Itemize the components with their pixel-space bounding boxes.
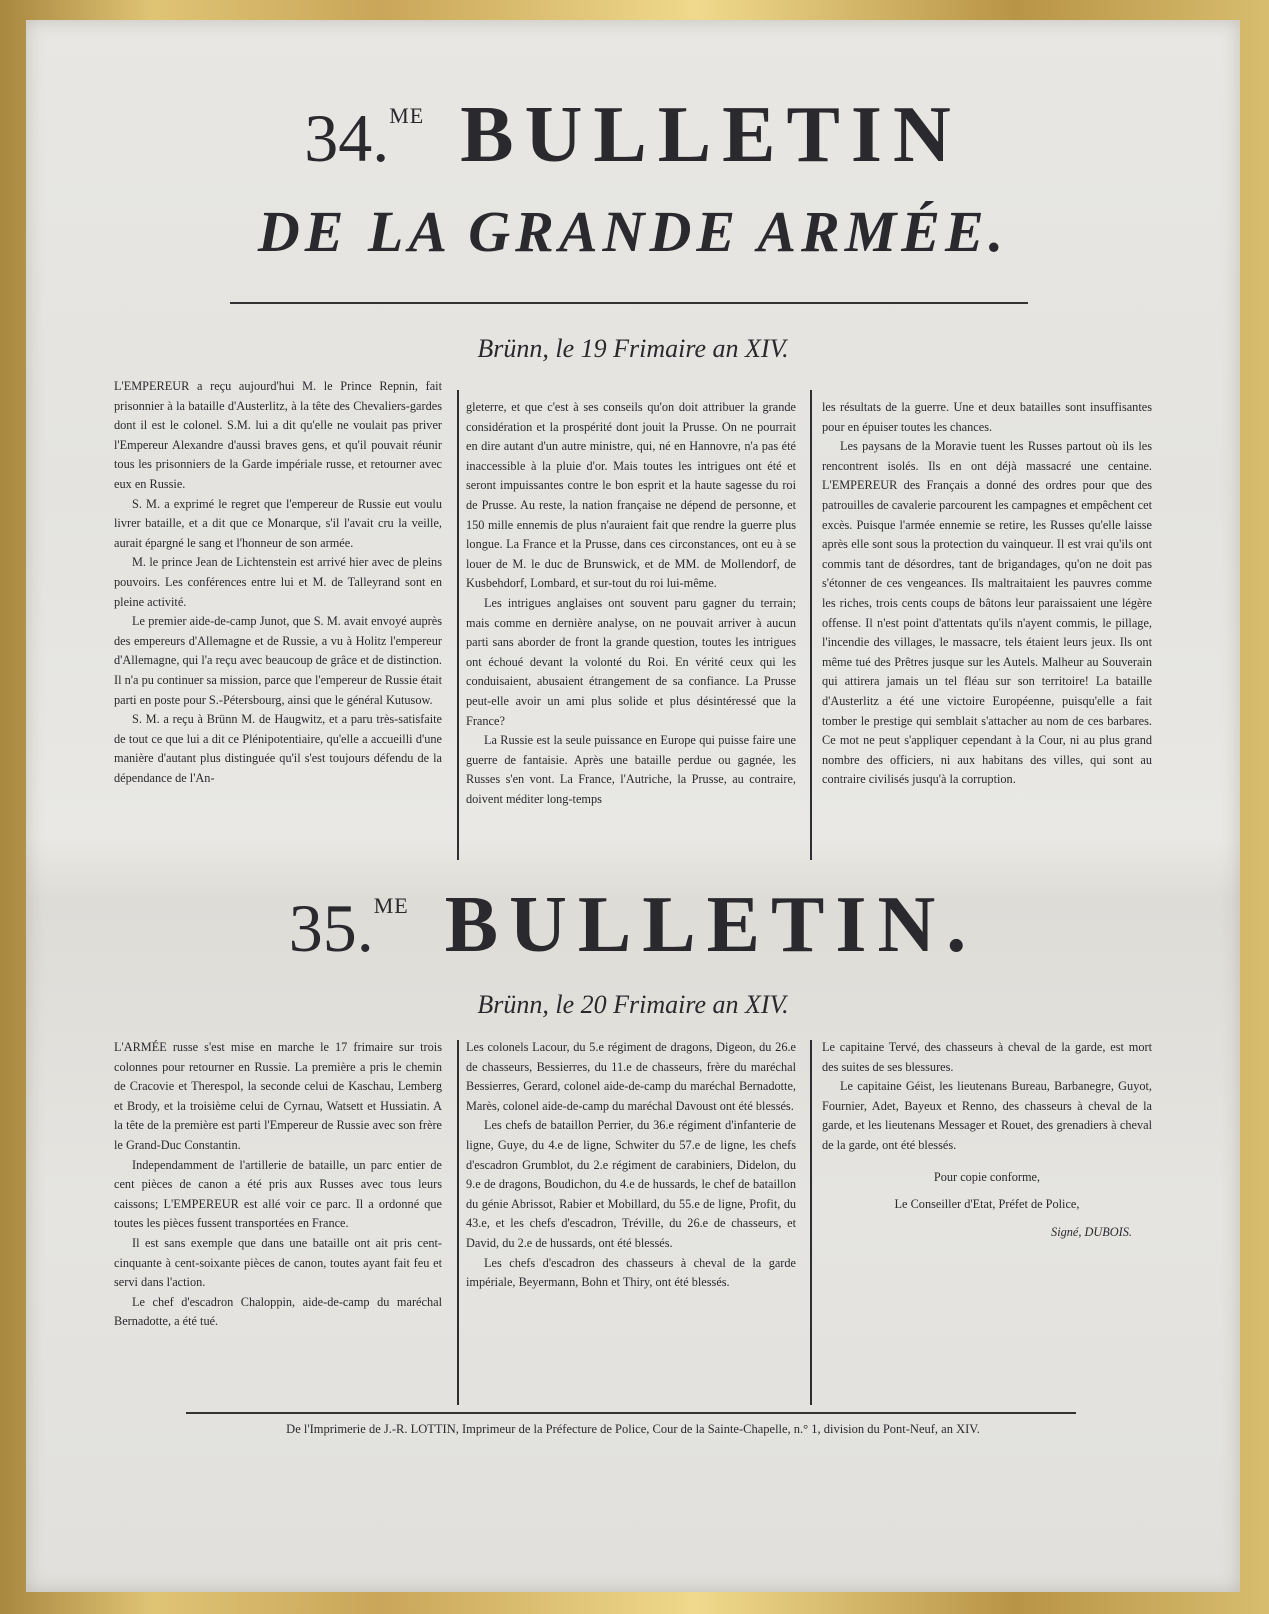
paragraph: Les paysans de la Moravie tuent les Russes partout où ils les rencontrent isolés. Ils en ont déjà massacré une centaine. L'EMPEREUR des Français a donné des ordres pour que des patrouilles de cavalerie parcourent les campagnes et empêchent cet excès. Puisque l'armée ennemie se retire, les Russes qu'elle laisse après elle sont sous la protection du vainqueur. Il est vrai qu'ils ont commis tant de désordres, tant de brigandages, qu'on ne doit pas s'étonner de ces vengeances. Ils maltraitaient les pauvres comme les riches, trois cents coups de bâtons leur paraissaient une légère offense. Il n'est point d'attentats qu'ils n'ayent commis, le pillage, l'incendie des villages, le massacre, tels étaient leurs jeux. Ils ont même tué des Prêtres jusque sur les Autels. Malheur au Souverain qui attirera jamais un tel fléau sur son territoire! La bataille d'Austerlitz a été une victoire Européenne, puisqu'elle a fait tomber le prestige qui semblait s'attacher au nom de ces barbares. Ce mot ne peut s'appliquer cependant à la Cour, ni au plus grand nombre des officiers, ni aux habitans des villes, qui sont au contraire civilisés jusqu'à la corruption. bbox=[822, 439, 1152, 787]
bulletin-35-dateline: Brünn, le 20 Frimaire an XIV. bbox=[477, 990, 789, 1019]
bulletin-34-dateline: Brünn, le 19 Frimaire an XIV. bbox=[477, 334, 789, 363]
bulletin-34-word: BULLETIN bbox=[460, 91, 962, 179]
column-divider bbox=[457, 390, 459, 860]
bulletin-35-column-3 bbox=[822, 1038, 1152, 1338]
paragraph: Les chefs d'escadron des chasseurs à cheval de la garde impériale, Beyermann, Bohn et Thiry, ont été blessés. bbox=[466, 1255, 796, 1290]
paragraph: S. M. a reçu à Brünn M. de Haugwitz, et a paru très-satisfaite de tout ce que lui a dit ce Plénipotentiaire, qu'elle a accueilli d'une manière d'autant plus distinguée qu'il s'est toujours défendu de la dépendance de l'An- bbox=[114, 712, 442, 785]
paragraph: L'ARMÉE russe s'est mise en marche le 17 frimaire sur trois colonnes pour retourner en Russie. La première a pris le chemin de Cracovie et Therespol, la seconde celui de Kaschau, Lemberg et Brody, et la troisième celui de Cyrnau, Watsett et Hussiatin. A la tête de la première est parti l'Empereur de Russie avec son frère le Grand-Duc Constantin. bbox=[114, 1040, 442, 1152]
paragraph: Independamment de l'artillerie de bataille, un parc entier de cent pièces de canon a été pris aux Russes avec tous leurs caissons; L'EMPEREUR est allé voir ce parc. Il a ordonné que toutes les pièces fussent transportées en France. bbox=[114, 1157, 442, 1231]
column-divider bbox=[810, 1040, 812, 1405]
paragraph: Le capitaine Géist, les lieutenans Bureau, Barbanegre, Guyot, Fournier, Adet, Bayeux et Renno, des chasseurs à cheval de la garde, et les lieutenans Messager et Rouet, des grenadiers à cheval de la garde, ont été blessés. bbox=[822, 1079, 1152, 1152]
closing-copy: Pour copie conforme, bbox=[933, 1169, 1041, 1184]
paragraph: les résultats de la guerre. Une et deux batailles sont insuffisantes pour en épuiser toutes les chances. bbox=[822, 400, 1152, 434]
paragraph: L'EMPEREUR a reçu aujourd'hui M. le Prince Repnin, fait prisonnier à la bataille d'Austerlitz, à la tête des Chevaliers-gardes dont il est le colonel. S.M. lui a dit qu'elle ne voulait pas priver l'Empereur Alexandre d'aussi braves gens, et qu'il pouvait réunir tous les prisonniers de la Garde impériale russe, et retourner avec eux en Russie. bbox=[114, 379, 442, 491]
closing-officer: Le Conseiller d'Etat, Préfet de Police, bbox=[894, 1197, 1080, 1212]
paragraph: M. le prince Jean de Lichtenstein est arrivé hier avec de pleins pouvoirs. Les conférences entre lui et M. de Talleyrand sont en pleine activité. bbox=[114, 555, 442, 609]
bulletin-35-column-2 bbox=[466, 1038, 796, 1408]
paragraph: Les chefs de bataillon Perrier, du 36.e régiment d'infanterie de ligne, Guye, du 4.e de ligne, Schwiter du 57.e de ligne, les chefs d'escadron Grumblot, du 2.e régiment de carabiniers, Didelon, du 9.e de dragons, Boudichon, du 4.e de hussards, le chef de bataillon du génie Abrissot, Rabier et Mobillard, du 55.e de ligne, Profit, du 43.e, et les chefs d'escadron, Tréville, du 26.e de chasseurs, et David, du 2.e de hussards, ont été blessés. bbox=[466, 1118, 796, 1250]
bulletin-34-subtitle: DE LA GRANDE ARMÉE. bbox=[257, 199, 1009, 264]
bulletin-sheet bbox=[26, 20, 1240, 1592]
paragraph: gleterre, et que c'est à ses conseils qu'on doit attribuer la grande considération et la prospérité dont jouit la Prusse. On ne pourrait en dire autant d'un autre ministre, qui, né en Hannovre, n'a pas été inaccessible à la pluie d'or. Mais toutes les intrigues ont été et seront impuissantes contre le bon esprit et la haute sagesse du roi de Prusse. Au reste, la nation française ne dépend de personne, et 150 mille ennemis de plus n'auraient fait que rendre la guerre plus longue. La France et la Prusse, dans ces circonstances, ont eu à se louer de M. le duc de Brunswick, et de MM. de Mollendorf, de Kusbehdorf, Lombard, et sur-tout du roi lui-même. bbox=[466, 400, 796, 591]
bulletin-35-column-1 bbox=[114, 1038, 442, 1408]
bulletin-35-number: 35. bbox=[288, 890, 374, 966]
bulletin-34-number: 34. bbox=[304, 100, 390, 176]
paragraph: Le chef d'escadron Chaloppin, aide-de-camp du maréchal Bernadotte, a été tué. bbox=[114, 1294, 442, 1329]
paragraph: Le capitaine Tervé, des chasseurs à cheval de la garde, est mort des suites de ses blessures. bbox=[822, 1040, 1152, 1074]
bulletin-35-suffix: ME bbox=[373, 893, 409, 918]
paragraph: La Russie est la seule puissance en Europe qui puisse faire une guerre de fantaisie. Après une bataille perdue ou gagnée, les Russes s'en vont. La France, l'Autriche, la Prusse, au contraire, doivent méditer long-temps bbox=[466, 733, 796, 806]
bulletin-35-word: BULLETIN. bbox=[444, 881, 978, 969]
title-rule bbox=[230, 302, 1028, 304]
paragraph: Il est sans exemple que dans une bataille ont ait pris cent-cinquante à cent-soixante pièces de canon, toutes ayant fait feu et servi dans l'action. bbox=[114, 1235, 442, 1290]
bulletin-34-heading bbox=[26, 90, 1240, 181]
bulletin-34-column-1 bbox=[114, 377, 442, 851]
closing-signature: Signé, DUBOIS. bbox=[1051, 1224, 1132, 1239]
column-divider bbox=[810, 390, 812, 860]
column-divider bbox=[457, 1040, 459, 1405]
bulletin-34-suffix: ME bbox=[389, 103, 425, 128]
paragraph: Le premier aide-de-camp Junot, que S. M. avait envoyé auprès des empereurs d'Allemagne et de Russie, a vu à Holitz l'empereur d'Allemagne, qui l'a reçu avec beaucoup de grâce et de distinction. Il n'a pu continuer sa mission, parce que l'empereur de Russie était parti en poste pour S.-Pétersbourg, ainsi que le général Kutusow. bbox=[114, 614, 442, 707]
printer-imprint: De l'Imprimerie de J.-R. LOTTIN, Imprimeur de la Préfecture de Police, Cour de la Sainte-Chapelle, n.° 1, division du Pont-Neuf, an XIV. bbox=[286, 1422, 980, 1436]
bulletin-34-column-2 bbox=[466, 398, 796, 858]
paragraph: S. M. a exprimé le regret que l'empereur de Russie eut voulu livrer bataille, et a dit que ce Monarque, s'il l'avait cru la veille, aurait épargné le sang et l'honneur de son armée. bbox=[114, 496, 442, 550]
footer-rule bbox=[186, 1412, 1076, 1414]
bulletin-34-column-3 bbox=[822, 398, 1152, 858]
bulletin-35-heading bbox=[26, 880, 1240, 971]
paragraph: Les colonels Lacour, du 5.e régiment de dragons, Digeon, du 26.e de chasseurs, Bessierres, du 11.e de chasseurs, frère du maréchal Bessierres, Gerard, colonel aide-de-camp du maréchal Bernadotte, Marès, colonel aide-de-camp du maréchal Davoust ont été blessés. bbox=[466, 1040, 796, 1113]
paragraph: Les intrigues anglaises ont souvent paru gagner du terrain; mais comme en dernière analyse, on ne pouvait arriver à aucun parti sans aborder de front la grande question, toutes les intrigues ont échoué devant la volonté du Roi. En vérité ceux qui les conduisaient, abusaient étrangement de sa confiance. La Prusse peut-elle avoir un ami plus solide et plus désintéressé que la France? bbox=[466, 595, 796, 728]
